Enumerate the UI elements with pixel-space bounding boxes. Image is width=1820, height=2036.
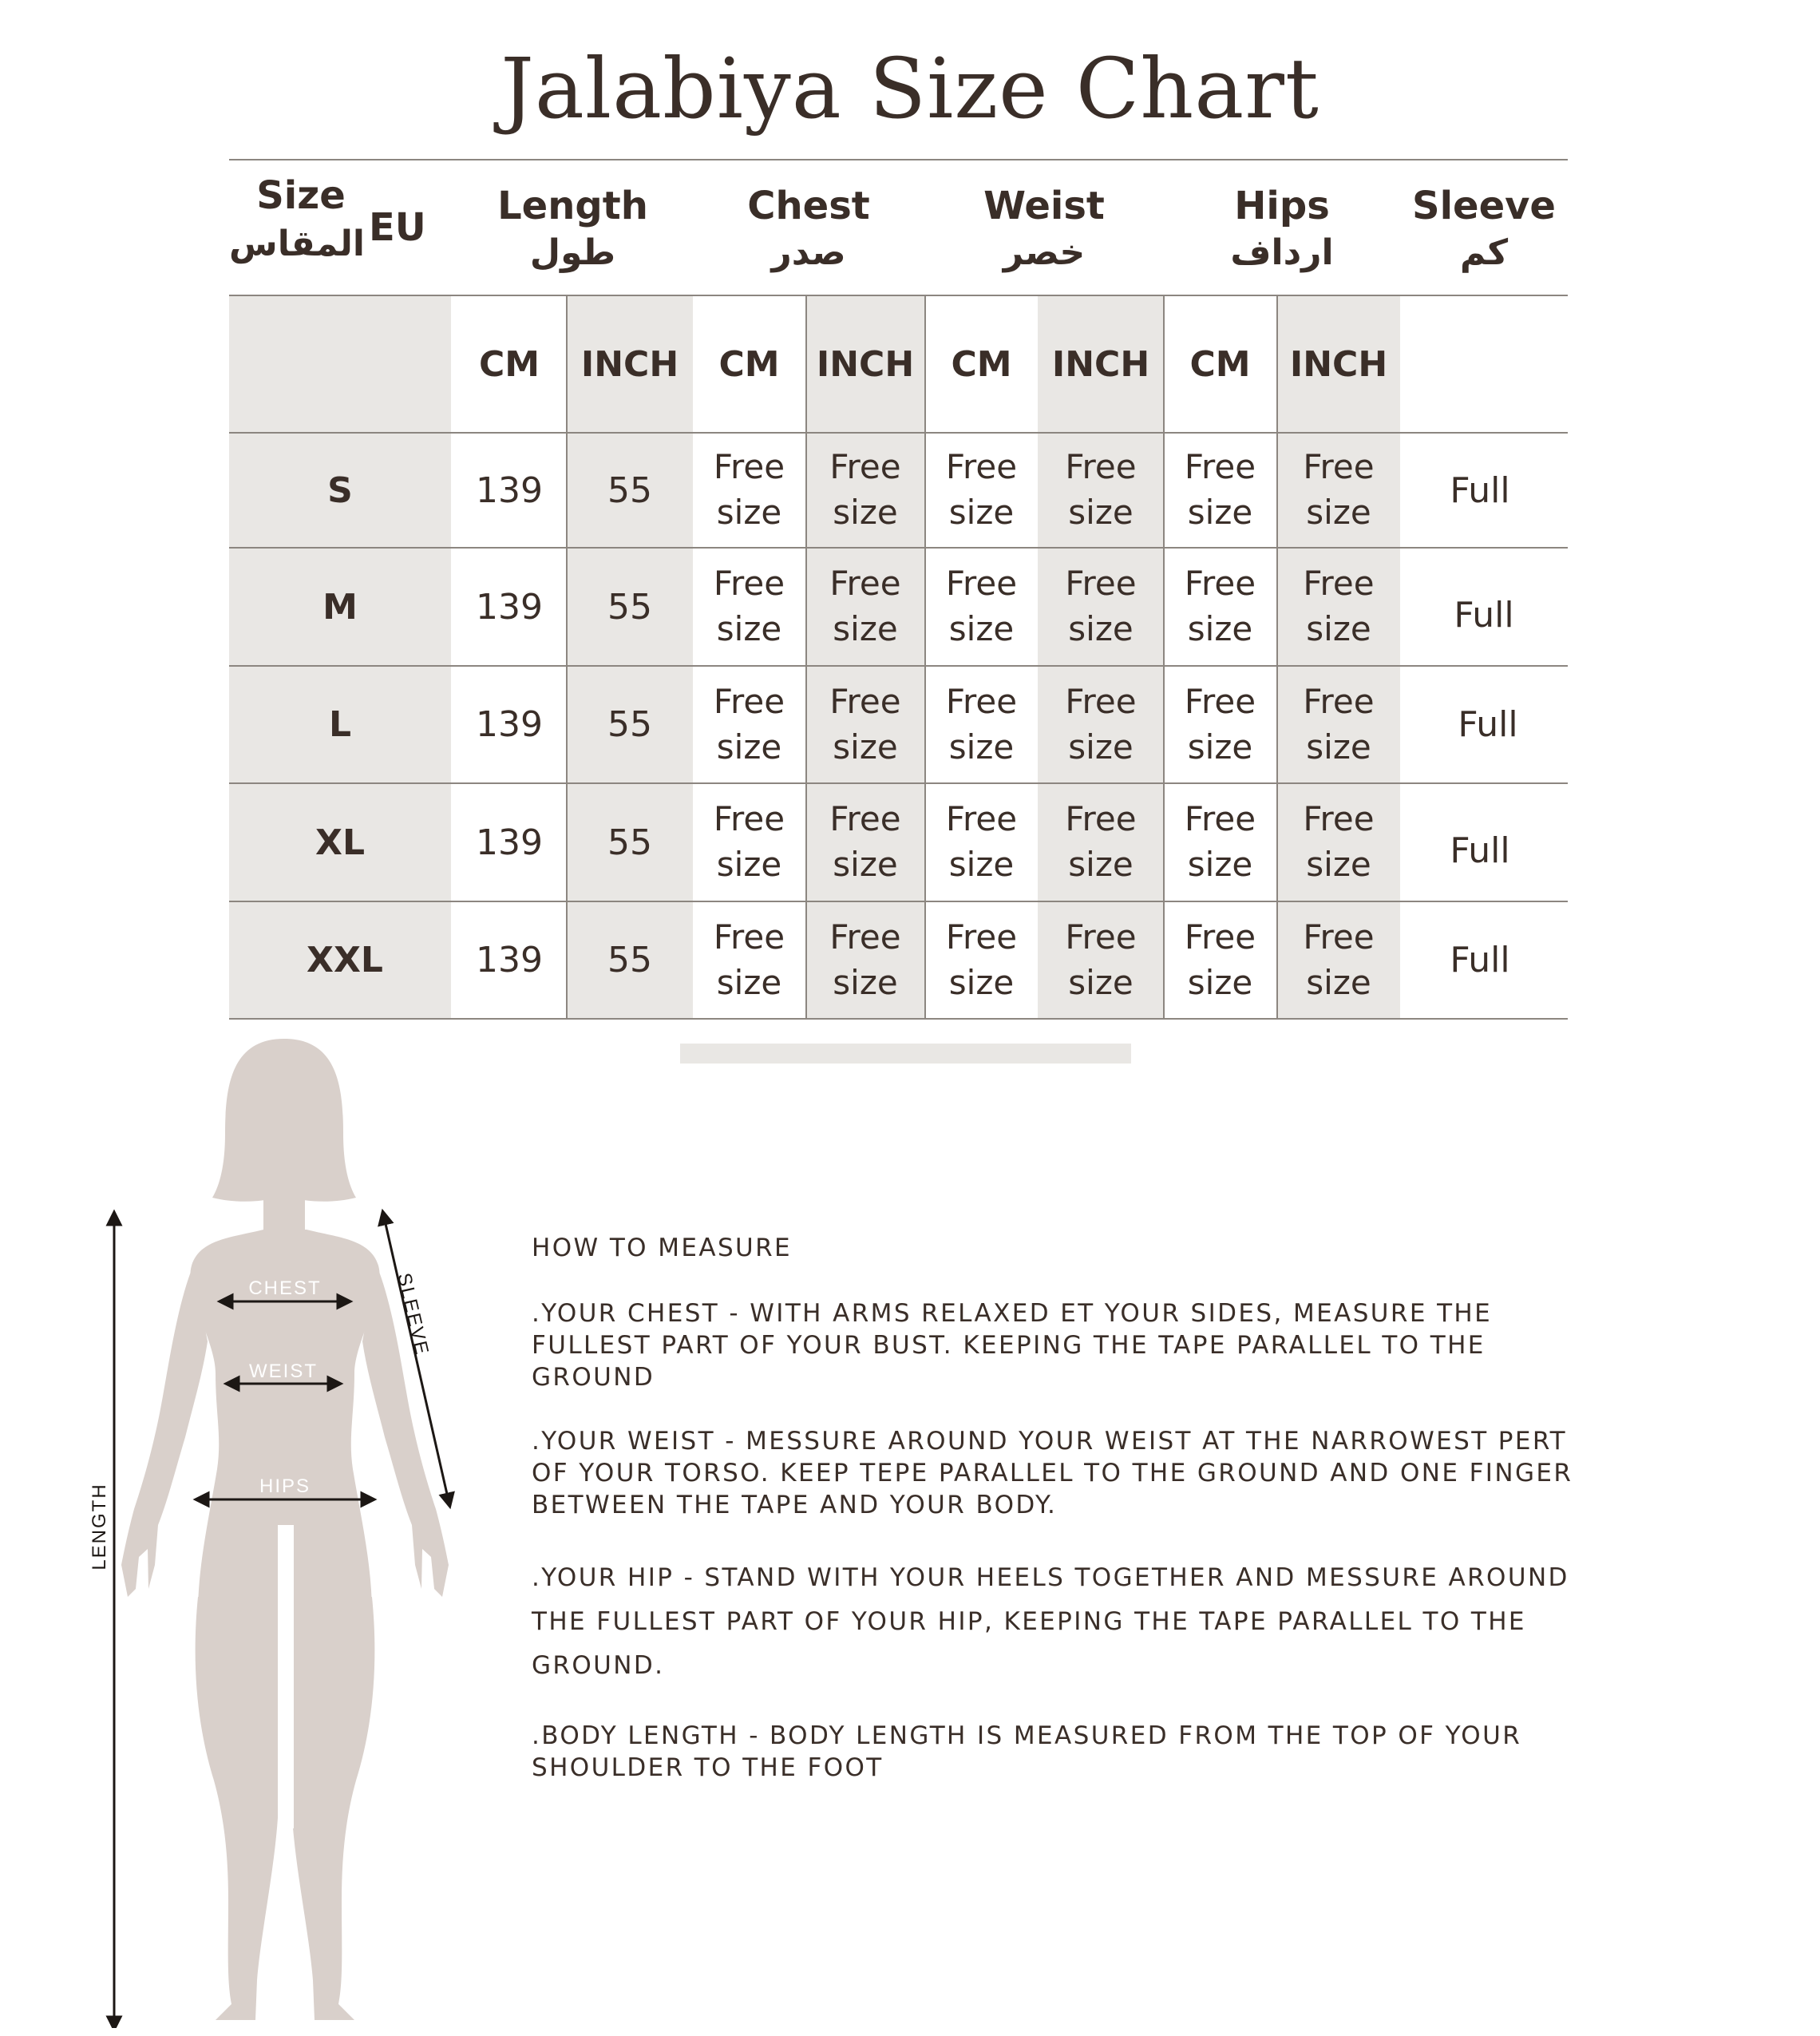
row-chest-inch: Free size — [829, 917, 901, 1002]
instructions-heading: HOW TO MEASURE — [532, 1234, 793, 1262]
row-chest-cm: Free size — [713, 447, 785, 532]
header-waist-en: Weist — [983, 184, 1105, 229]
header-hips — [1164, 167, 1400, 293]
length-label: LENGTH — [89, 1483, 110, 1571]
row-length-cm: 139 — [476, 822, 543, 863]
header-chest-ar: صدر — [771, 232, 846, 273]
table-row — [229, 784, 1568, 901]
unit-hips-inch: INCH — [1289, 343, 1388, 385]
unit-waist-cm: CM — [951, 343, 1012, 385]
header-chest — [693, 167, 924, 293]
row-waist-inch: Free size — [1065, 799, 1137, 884]
how-to-measure — [532, 1234, 1593, 1784]
row-length-cm: 139 — [476, 469, 543, 511]
row-chest-cm: Free size — [713, 564, 785, 648]
instructions-chest: .YOUR CHEST - WITH ARMS RELAXED ET YOUR SIDES, MEASURE THE FULLEST PART OF YOUR BUST. KEEPING THE TAPE PARALLEL TO THE GROUND — [532, 1299, 1493, 1392]
row-hips-cm: Free size — [1184, 564, 1256, 648]
row-waist-cm: Free size — [945, 681, 1018, 766]
header-sleeve — [1400, 167, 1568, 293]
row-sleeve: Full — [1454, 594, 1514, 636]
leg-gap — [278, 1525, 294, 1828]
instructions-waist: .YOUR WEIST - MESSURE AROUND YOUR WEIST AT THE NARROWEST PERT OF YOUR TORSO. KEEP TEPE PARALLEL TO THE GROUND AND ONE FINGER BETWEEN THE TAPE AND YOUR BODY. — [532, 1427, 1573, 1519]
row-size: S — [327, 469, 353, 511]
unit-waist-inch: INCH — [1051, 343, 1150, 385]
header-size-eu: EU — [369, 205, 426, 250]
row-chest-inch: Free size — [829, 799, 901, 884]
header-chest-en: Chest — [747, 184, 870, 229]
row-chest-cm: Free size — [713, 681, 785, 766]
row-length-inch: 55 — [607, 822, 652, 863]
row-size: L — [328, 704, 352, 745]
row-waist-inch: Free size — [1065, 681, 1137, 766]
page-title: Jalabiya Size Chart — [500, 40, 1320, 137]
row-hips-inch: Free size — [1303, 917, 1375, 1002]
header-waist — [924, 167, 1164, 293]
row-sleeve: Full — [1450, 940, 1510, 980]
row-length-cm: 139 — [476, 586, 543, 628]
row-waist-inch: Free size — [1065, 447, 1137, 532]
row-hips-inch: Free size — [1303, 681, 1375, 766]
row-size: XXL — [307, 940, 383, 980]
header-hips-en: Hips — [1234, 184, 1330, 229]
hips-label: HIPS — [259, 1476, 311, 1497]
unit-hips-cm: CM — [1189, 343, 1251, 385]
header-hips-ar: ارداف — [1230, 232, 1334, 273]
unit-chest-cm: CM — [718, 343, 780, 385]
row-waist-cm: Free size — [945, 799, 1018, 884]
row-chest-cm: Free size — [713, 917, 785, 1002]
header-size — [229, 167, 451, 293]
header-length-ar: طول — [529, 232, 616, 273]
row-waist-cm: Free size — [945, 917, 1018, 1002]
row-hips-cm: Free size — [1184, 681, 1256, 766]
sleeve-label: SLEEVE — [393, 1270, 433, 1358]
table-row — [229, 902, 1568, 1018]
unit-length-inch: INCH — [580, 343, 679, 385]
header-waist-ar: خصر — [1003, 232, 1086, 273]
table-rule — [229, 159, 1568, 160]
size-chart-table — [229, 159, 1568, 1020]
header-length-en: Length — [497, 184, 648, 229]
row-sleeve: Full — [1450, 469, 1510, 511]
table-rule — [229, 1018, 1568, 1020]
row-length-inch: 55 — [607, 940, 652, 980]
row-waist-cm: Free size — [945, 447, 1018, 532]
row-size: M — [322, 586, 358, 628]
measurement-figure — [72, 1038, 471, 2028]
row-length-cm: 139 — [476, 704, 543, 745]
row-hips-cm: Free size — [1184, 799, 1256, 884]
unit-length-cm: CM — [478, 343, 540, 385]
row-chest-cm: Free size — [713, 799, 785, 884]
header-sleeve-en: Sleeve — [1412, 184, 1556, 229]
row-waist-inch: Free size — [1065, 564, 1137, 648]
row-chest-inch: Free size — [829, 564, 901, 648]
row-waist-cm: Free size — [945, 564, 1018, 648]
table-row — [229, 434, 1568, 547]
header-size-en: Size — [256, 173, 346, 218]
header-size-ar: المقاس — [228, 223, 365, 264]
row-length-cm: 139 — [476, 940, 543, 980]
row-length-inch: 55 — [607, 704, 652, 745]
row-hips-inch: Free size — [1303, 447, 1375, 532]
row-sleeve: Full — [1450, 830, 1510, 871]
decorative-bar — [680, 1044, 1131, 1064]
waist-label: WEIST — [249, 1361, 318, 1382]
instructions-length: .BODY LENGTH - BODY LENGTH IS MEASURED FROM THE TOP OF YOUR SHOULDER TO THE FOOT — [532, 1721, 1522, 1782]
row-hips-cm: Free size — [1184, 447, 1256, 532]
row-length-inch: 55 — [607, 469, 652, 511]
row-waist-inch: Free size — [1065, 917, 1137, 1002]
row-chest-inch: Free size — [829, 447, 901, 532]
row-sleeve: Full — [1458, 704, 1518, 745]
instructions-hip: .YOUR HIP - STAND WITH YOUR HEELS TOGETHER AND MESSURE AROUND THE FULLEST PART OF YOUR HIP, KEEPING THE TAPE PARALLEL TO THE GROUND. — [532, 1563, 1569, 1680]
row-size: XL — [315, 822, 365, 863]
unit-chest-inch: INCH — [816, 343, 915, 385]
row-length-inch: 55 — [607, 586, 652, 628]
row-hips-inch: Free size — [1303, 564, 1375, 648]
row-hips-inch: Free size — [1303, 799, 1375, 884]
table-row — [229, 667, 1568, 782]
header-sleeve-ar: كم — [1459, 232, 1509, 273]
row-chest-inch: Free size — [829, 681, 901, 766]
table-row — [229, 549, 1568, 665]
chest-label: CHEST — [248, 1277, 322, 1299]
header-length — [453, 167, 693, 293]
row-hips-cm: Free size — [1184, 917, 1256, 1002]
